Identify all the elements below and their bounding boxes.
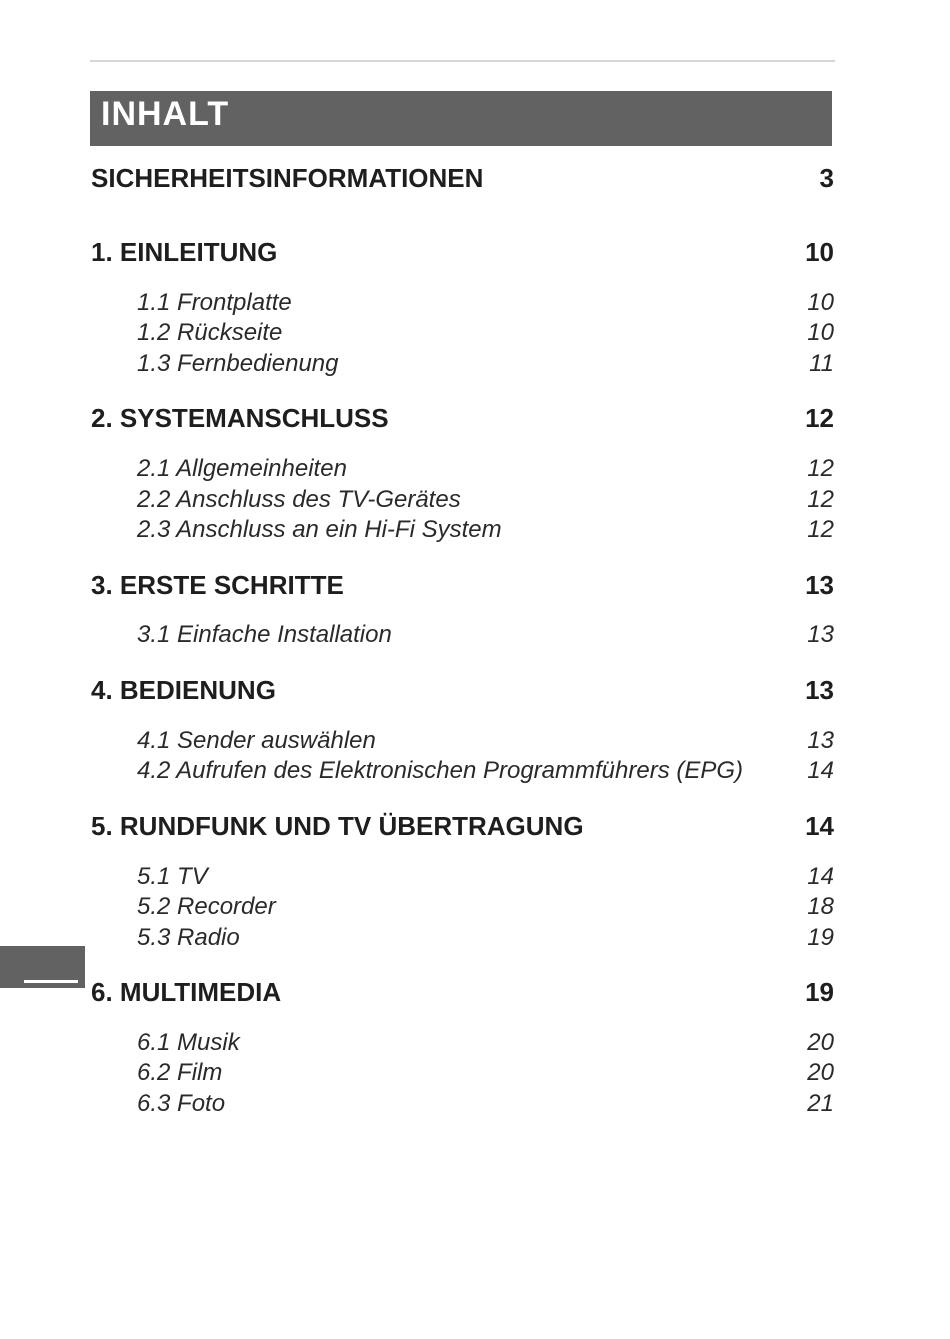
- toc-entry-page: 20: [807, 1059, 834, 1086]
- toc-entry-title: 6.2 Film: [137, 1059, 223, 1086]
- toc-entry-title: 3.1 Einfache Installation: [137, 621, 392, 648]
- page-title: INHALT: [101, 95, 230, 133]
- toc-section-page: 3: [819, 163, 834, 193]
- toc-entry-title: 5.1 TV: [137, 863, 208, 890]
- title-banner: [90, 91, 832, 146]
- toc-section-title: 4. BEDIENUNG: [91, 675, 276, 705]
- toc-entry-page: 11: [809, 350, 834, 377]
- toc-entry-page: 21: [807, 1090, 834, 1117]
- toc-entry-page: 13: [807, 621, 834, 648]
- toc-entry-title: 1.2 Rückseite: [137, 319, 283, 346]
- toc-entry-page: 14: [807, 863, 834, 890]
- toc-section-title: 2. SYSTEMANSCHLUSS: [91, 403, 389, 433]
- toc-section-title: 5. RUNDFUNK UND TV ÜBERTRAGUNG: [91, 811, 584, 841]
- toc-entry-page: 18: [807, 893, 834, 920]
- toc-entry-title: 2.2 Anschluss des TV-Gerätes: [137, 486, 461, 513]
- toc-entry-title: 2.1 Allgemeinheiten: [137, 455, 347, 482]
- toc-entry-page: 19: [807, 924, 834, 951]
- toc-section-page: 12: [805, 403, 834, 433]
- toc-section-title: 6. MULTIMEDIA: [91, 977, 282, 1007]
- toc-entry-title: 4.1 Sender auswählen: [137, 727, 376, 754]
- toc-section-title: 1. EINLEITUNG: [91, 237, 278, 267]
- toc-section-page: 10: [805, 237, 834, 267]
- toc-section-page: 14: [805, 811, 834, 841]
- top-divider: [90, 60, 835, 62]
- toc-section-title: 3. ERSTE SCHRITTE: [91, 570, 344, 600]
- toc-entry-page: 12: [807, 516, 834, 543]
- toc-entry-page: 12: [807, 455, 834, 482]
- toc-section-page: 19: [805, 977, 834, 1007]
- toc-entry-title: 5.2 Recorder: [137, 893, 276, 920]
- toc-entry-title: 6.1 Musik: [137, 1029, 240, 1056]
- toc-entry-title: 1.1 Frontplatte: [137, 289, 292, 316]
- toc-entry-page: 20: [807, 1029, 834, 1056]
- toc-entry-page: 12: [807, 486, 834, 513]
- toc-entry-page: 10: [807, 319, 834, 346]
- chapter-tab-line: [24, 980, 78, 983]
- toc-section-page: 13: [805, 675, 834, 705]
- toc-entry-title: 5.3 Radio: [137, 924, 240, 951]
- toc-entry-title: 6.3 Foto: [137, 1090, 226, 1117]
- toc-section-title: SICHERHEITSINFORMATIONEN: [91, 163, 484, 193]
- toc-entry-page: 10: [807, 289, 834, 316]
- chapter-tab-marker: [0, 946, 85, 988]
- toc-entry-page: 13: [807, 727, 834, 754]
- toc-entry-page: 14: [807, 757, 834, 784]
- toc-entry-title: 4.2 Aufrufen des Elektronischen Programmführers (EPG): [137, 757, 744, 784]
- toc-entry-title: 2.3 Anschluss an ein Hi-Fi System: [137, 516, 502, 543]
- toc-entry-title: 1.3 Fernbedienung: [137, 350, 339, 377]
- toc-section-page: 13: [805, 570, 834, 600]
